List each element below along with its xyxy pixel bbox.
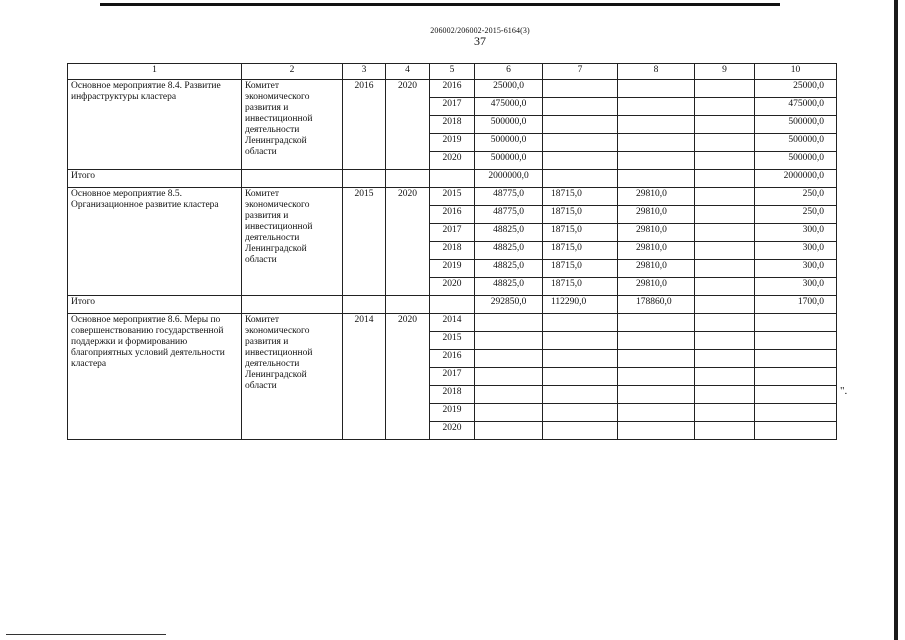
value-cell — [618, 314, 695, 332]
right-edge-bar — [894, 0, 898, 640]
value-cell — [543, 152, 618, 170]
value-cell — [695, 350, 755, 368]
year-cell: 2016 — [430, 350, 475, 368]
start-year: 2016 — [343, 80, 386, 170]
value-cell — [695, 188, 755, 206]
page-number: 37 — [474, 34, 486, 48]
year-cell: 2020 — [430, 152, 475, 170]
value-cell — [618, 422, 695, 440]
value-cell: 300,0 — [755, 242, 837, 260]
value-cell — [618, 98, 695, 116]
value-cell — [755, 314, 837, 332]
value-cell — [543, 332, 618, 350]
end-year: 2020 — [386, 80, 430, 170]
value-cell — [618, 386, 695, 404]
table-row — [68, 188, 837, 206]
value-cell: 475000,0 — [755, 98, 837, 116]
total-value: 2000000,0 — [475, 170, 543, 188]
empty-cell — [430, 296, 475, 314]
total-value — [695, 296, 755, 314]
value-cell: 48825,0 — [475, 260, 543, 278]
year-cell: 2018 — [430, 386, 475, 404]
value-cell — [618, 332, 695, 350]
value-cell: 500000,0 — [755, 116, 837, 134]
value-cell: 18715,0 — [543, 188, 618, 206]
column-header: 10 — [755, 64, 837, 80]
total-value: 1700,0 — [755, 296, 837, 314]
value-cell — [755, 404, 837, 422]
empty-cell — [430, 170, 475, 188]
year-cell: 2017 — [430, 368, 475, 386]
value-cell — [618, 404, 695, 422]
value-cell — [543, 386, 618, 404]
value-cell — [755, 422, 837, 440]
value-cell — [543, 116, 618, 134]
value-cell — [695, 152, 755, 170]
value-cell: 29810,0 — [618, 278, 695, 296]
document-code: 206002/206002-2015-6164(3) — [430, 26, 530, 35]
table-row — [68, 80, 837, 98]
total-value: 292850,0 — [475, 296, 543, 314]
value-cell: 18715,0 — [543, 242, 618, 260]
empty-cell — [343, 296, 386, 314]
total-label: Итого — [68, 170, 242, 188]
plan-table — [67, 63, 837, 440]
value-cell: 18715,0 — [543, 224, 618, 242]
value-cell — [618, 134, 695, 152]
activity-executor: Комитет экономического развития и инвестиционной деятельности Ленинградской области — [242, 80, 343, 170]
value-cell — [543, 98, 618, 116]
value-cell — [475, 404, 543, 422]
value-cell: 25000,0 — [755, 80, 837, 98]
year-cell: 2018 — [430, 242, 475, 260]
end-year: 2020 — [386, 188, 430, 296]
year-cell: 2016 — [430, 206, 475, 224]
column-header: 6 — [475, 64, 543, 80]
value-cell — [695, 80, 755, 98]
value-cell — [475, 350, 543, 368]
empty-cell — [386, 296, 430, 314]
empty-cell — [386, 170, 430, 188]
value-cell: 48825,0 — [475, 278, 543, 296]
total-label: Итого — [68, 296, 242, 314]
value-cell — [695, 242, 755, 260]
year-cell: 2015 — [430, 188, 475, 206]
value-cell — [755, 368, 837, 386]
value-cell — [755, 386, 837, 404]
column-header: 7 — [543, 64, 618, 80]
value-cell — [695, 98, 755, 116]
value-cell: 475000,0 — [475, 98, 543, 116]
value-cell: 500000,0 — [475, 116, 543, 134]
empty-cell — [242, 296, 343, 314]
value-cell — [695, 332, 755, 350]
total-row — [68, 296, 837, 314]
column-header: 2 — [242, 64, 343, 80]
value-cell: 48775,0 — [475, 188, 543, 206]
top-edge-line — [100, 3, 780, 6]
total-value — [618, 170, 695, 188]
column-header: 9 — [695, 64, 755, 80]
value-cell — [543, 368, 618, 386]
value-cell — [618, 116, 695, 134]
year-cell: 2019 — [430, 134, 475, 152]
value-cell: 29810,0 — [618, 206, 695, 224]
value-cell — [695, 386, 755, 404]
value-cell — [618, 350, 695, 368]
value-cell — [695, 404, 755, 422]
value-cell — [475, 386, 543, 404]
value-cell — [695, 206, 755, 224]
activity-title: Основное мероприятие 8.6. Меры по совершенствованию государственной поддержки и формированию благоприятных условий деятельности кластера — [68, 314, 242, 440]
total-value — [695, 170, 755, 188]
value-cell — [543, 404, 618, 422]
value-cell: 500000,0 — [755, 152, 837, 170]
total-value: 112290,0 — [543, 296, 618, 314]
value-cell: 29810,0 — [618, 188, 695, 206]
value-cell: 250,0 — [755, 188, 837, 206]
value-cell — [755, 332, 837, 350]
value-cell: 300,0 — [755, 260, 837, 278]
value-cell — [543, 350, 618, 368]
total-row — [68, 170, 837, 188]
closing-quote-mark: ". — [840, 385, 848, 397]
value-cell — [543, 422, 618, 440]
column-header: 3 — [343, 64, 386, 80]
value-cell: 48775,0 — [475, 206, 543, 224]
value-cell: 500000,0 — [755, 134, 837, 152]
value-cell: 29810,0 — [618, 224, 695, 242]
total-value — [543, 170, 618, 188]
value-cell: 300,0 — [755, 278, 837, 296]
value-cell: 500000,0 — [475, 134, 543, 152]
activity-title: Основное мероприятие 8.4. Развитие инфраструктуры кластера — [68, 80, 242, 170]
end-year: 2020 — [386, 314, 430, 440]
start-year: 2014 — [343, 314, 386, 440]
value-cell — [543, 80, 618, 98]
column-header: 1 — [68, 64, 242, 80]
year-cell: 2020 — [430, 278, 475, 296]
year-cell: 2016 — [430, 80, 475, 98]
start-year: 2015 — [343, 188, 386, 296]
year-cell: 2019 — [430, 404, 475, 422]
value-cell — [695, 134, 755, 152]
column-number-row — [68, 64, 837, 80]
year-cell: 2014 — [430, 314, 475, 332]
year-cell: 2017 — [430, 224, 475, 242]
value-cell — [695, 422, 755, 440]
value-cell: 18715,0 — [543, 206, 618, 224]
value-cell — [543, 314, 618, 332]
value-cell: 29810,0 — [618, 242, 695, 260]
value-cell — [475, 422, 543, 440]
activity-executor: Комитет экономического развития и инвестиционной деятельности Ленинградской области — [242, 314, 343, 440]
value-cell — [618, 80, 695, 98]
empty-cell — [343, 170, 386, 188]
total-value: 178860,0 — [618, 296, 695, 314]
year-cell: 2019 — [430, 260, 475, 278]
value-cell: 500000,0 — [475, 152, 543, 170]
year-cell: 2020 — [430, 422, 475, 440]
value-cell — [695, 116, 755, 134]
column-header: 4 — [386, 64, 430, 80]
column-header: 5 — [430, 64, 475, 80]
activity-title: Основное мероприятие 8.5. Организационное развитие кластера — [68, 188, 242, 296]
value-cell: 18715,0 — [543, 260, 618, 278]
year-cell: 2015 — [430, 332, 475, 350]
value-cell: 300,0 — [755, 224, 837, 242]
value-cell — [618, 368, 695, 386]
year-cell: 2017 — [430, 98, 475, 116]
value-cell — [618, 152, 695, 170]
value-cell — [475, 332, 543, 350]
value-cell: 48825,0 — [475, 224, 543, 242]
column-header: 8 — [618, 64, 695, 80]
total-value: 2000000,0 — [755, 170, 837, 188]
year-cell: 2018 — [430, 116, 475, 134]
value-cell — [695, 278, 755, 296]
value-cell — [755, 350, 837, 368]
value-cell — [475, 368, 543, 386]
value-cell — [695, 224, 755, 242]
value-cell — [543, 134, 618, 152]
value-cell — [695, 260, 755, 278]
value-cell: 250,0 — [755, 206, 837, 224]
value-cell: 18715,0 — [543, 278, 618, 296]
table-row — [68, 314, 837, 332]
value-cell: 48825,0 — [475, 242, 543, 260]
bottom-footnote-line — [6, 634, 166, 635]
activity-executor: Комитет экономического развития и инвестиционной деятельности Ленинградской области — [242, 188, 343, 296]
value-cell — [695, 368, 755, 386]
value-cell: 29810,0 — [618, 260, 695, 278]
value-cell — [475, 314, 543, 332]
empty-cell — [242, 170, 343, 188]
value-cell — [695, 314, 755, 332]
value-cell: 25000,0 — [475, 80, 543, 98]
